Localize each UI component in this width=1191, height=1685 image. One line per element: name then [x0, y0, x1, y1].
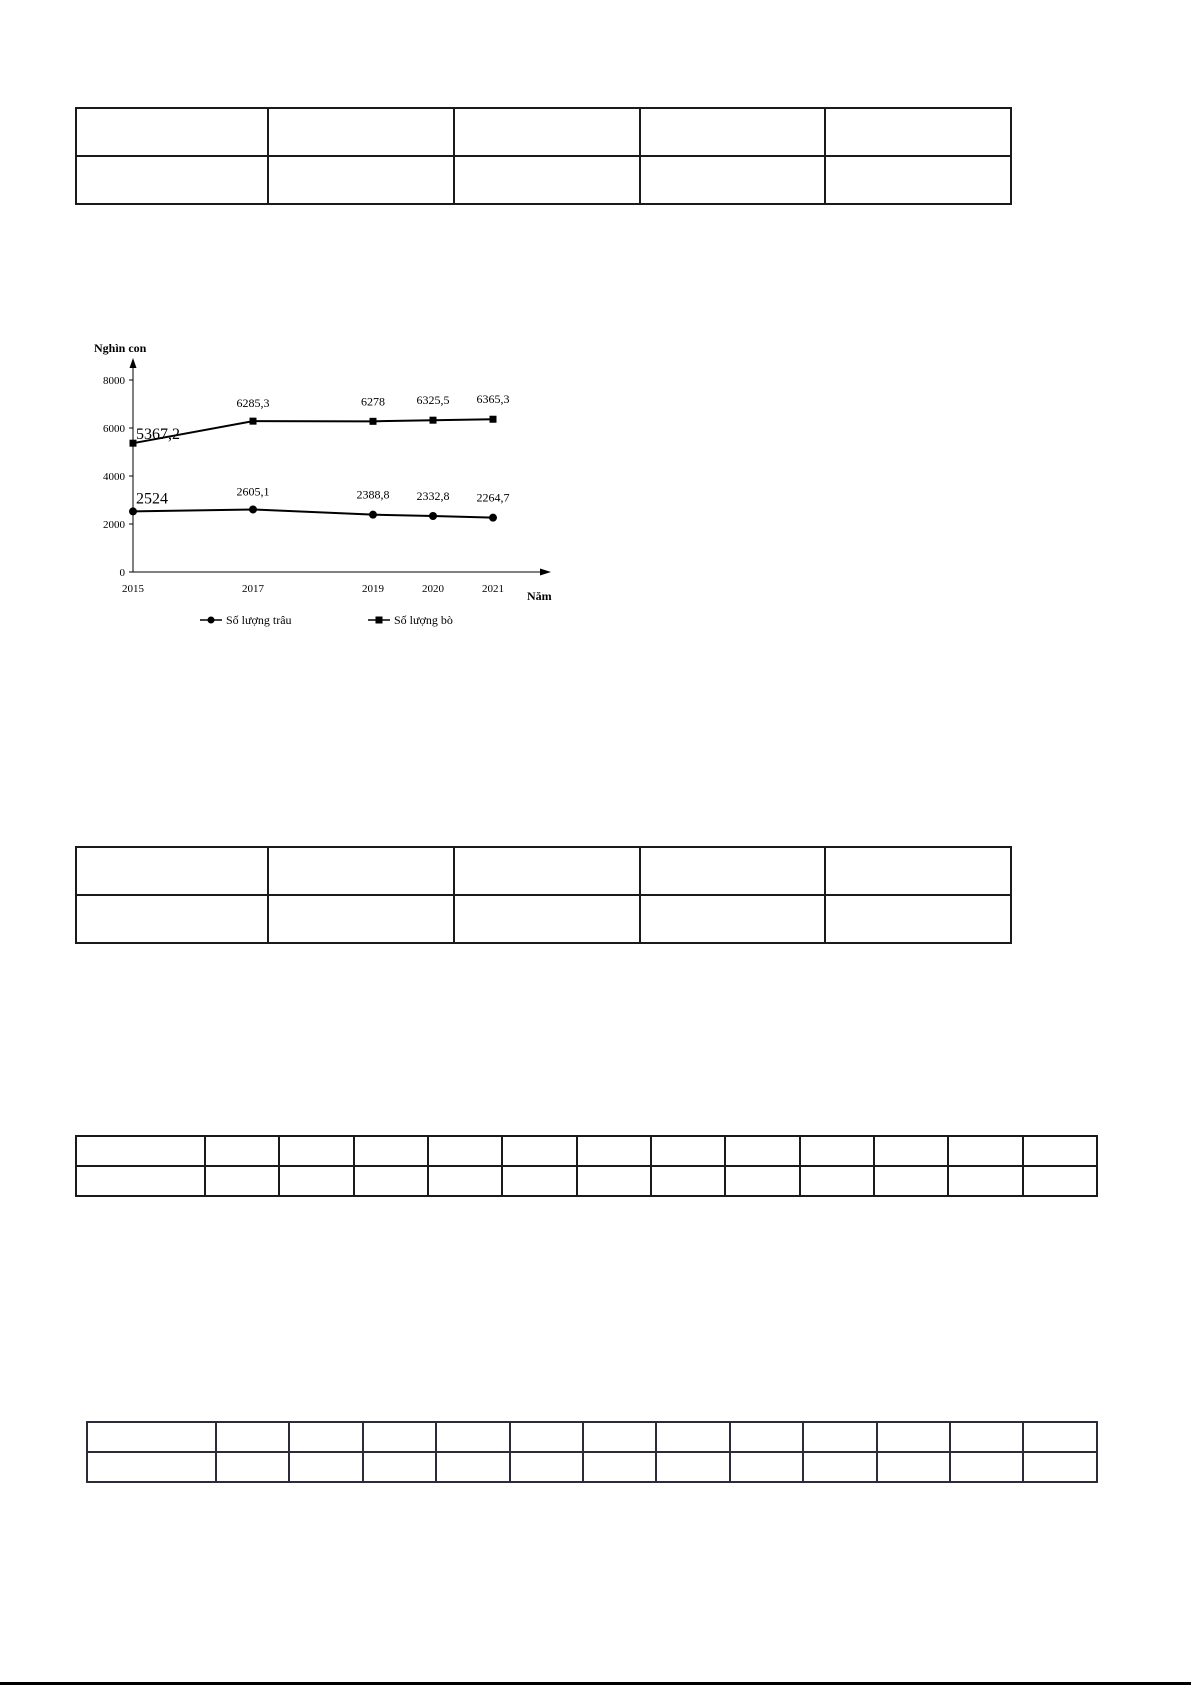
table-cell: [725, 1166, 799, 1196]
table-cell: [428, 1166, 502, 1196]
table-cell: [76, 1136, 205, 1166]
table-cell: [502, 1166, 576, 1196]
table-cell: [1023, 1422, 1097, 1452]
data-point: [369, 511, 377, 519]
table-cell: [502, 1136, 576, 1166]
y-axis-arrow: [130, 358, 137, 368]
table-cell: [454, 156, 640, 204]
table-cell: [205, 1166, 279, 1196]
table-cell: [950, 1452, 1023, 1482]
y-tick-label: 2000: [103, 519, 125, 531]
table-cell: [216, 1452, 289, 1482]
table-row: [76, 895, 1011, 943]
table-cell: [268, 156, 454, 204]
data-label: 6325,5: [416, 393, 450, 408]
x-axis-arrow: [540, 569, 551, 576]
y-tick-label: 0: [119, 567, 125, 579]
data-label: 5367,2: [136, 426, 180, 444]
table-cell: [436, 1452, 509, 1482]
data-point: [249, 505, 257, 513]
y-tick-label: 4000: [103, 471, 125, 483]
chart-axes: [94, 341, 552, 603]
table-cell: [803, 1422, 876, 1452]
data-label: 2388,8: [356, 487, 390, 502]
data-point: [129, 507, 137, 515]
table-cell: [76, 847, 268, 895]
table-cell: [268, 847, 454, 895]
table-cell: [948, 1166, 1022, 1196]
x-tick-label: 2015: [122, 583, 144, 595]
legend-label: Số lượng trâu: [226, 613, 292, 627]
table-cell: [454, 895, 640, 943]
table-cell: [279, 1136, 353, 1166]
x-tick-label: 2019: [362, 583, 384, 595]
table-cell: [76, 895, 268, 943]
table-cell: [877, 1452, 950, 1482]
table-cell: [76, 1166, 205, 1196]
answer-table-2: [75, 846, 1012, 944]
table-row: [76, 108, 1011, 156]
table-cell: [289, 1422, 362, 1452]
table-cell: [268, 895, 454, 943]
table-cell: [651, 1136, 725, 1166]
table-cell: [730, 1422, 803, 1452]
x-axis-label: Năm: [527, 589, 552, 603]
table-cell: [363, 1422, 436, 1452]
data-label: 2332,8: [416, 489, 450, 504]
table-cell: [877, 1422, 950, 1452]
x-tick-label: 2017: [242, 583, 264, 595]
data-point: [250, 418, 257, 425]
table-cell: [800, 1166, 874, 1196]
table-cell: [825, 156, 1011, 204]
table-cell: [76, 156, 268, 204]
table-cell: [510, 1422, 583, 1452]
table-cell: [730, 1452, 803, 1482]
table-cell: [825, 895, 1011, 943]
table-cell: [510, 1452, 583, 1482]
table-cell: [874, 1166, 948, 1196]
table-cell: [268, 108, 454, 156]
table-row: [76, 156, 1011, 204]
y-axis-label: Nghìn con: [94, 341, 147, 355]
x-tick-label: 2020: [422, 583, 444, 595]
table-row: [76, 1136, 1097, 1166]
chart-series: [129, 392, 510, 521]
table-cell: [583, 1452, 656, 1482]
data-point: [489, 514, 497, 522]
table-row: [87, 1422, 1097, 1452]
table-cell: [800, 1136, 874, 1166]
table-cell: [825, 847, 1011, 895]
answer-table-1: [75, 107, 1012, 205]
table-row: [76, 847, 1011, 895]
table-cell: [950, 1422, 1023, 1452]
table-cell: [205, 1136, 279, 1166]
series-line: [133, 509, 493, 517]
table-cell: [583, 1422, 656, 1452]
line-chart: [94, 330, 570, 640]
table-row: [87, 1452, 1097, 1482]
table-cell: [279, 1166, 353, 1196]
table-cell: [454, 108, 640, 156]
table-cell: [656, 1422, 729, 1452]
table-cell: [216, 1422, 289, 1452]
data-point: [429, 512, 437, 520]
x-tick-label: 2021: [482, 583, 504, 595]
data-point: [370, 418, 377, 425]
data-label: 2524: [136, 490, 168, 508]
table-cell: [948, 1136, 1022, 1166]
data-label: 6285,3: [236, 396, 270, 411]
data-label: 2264,7: [476, 490, 510, 505]
table-cell: [640, 156, 826, 204]
answer-table-3: [75, 1135, 1098, 1197]
table-cell: [640, 895, 826, 943]
table-cell: [825, 108, 1011, 156]
data-point: [490, 416, 497, 423]
y-tick-label: 8000: [103, 375, 125, 387]
legend-label: Số lượng bò: [394, 613, 453, 627]
table-cell: [87, 1452, 216, 1482]
data-label: 6365,3: [476, 392, 510, 407]
table-cell: [651, 1166, 725, 1196]
table-cell: [436, 1422, 509, 1452]
table-cell: [354, 1166, 428, 1196]
table-cell: [363, 1452, 436, 1482]
table-cell: [1023, 1166, 1097, 1196]
legend-marker: [376, 617, 383, 624]
table-cell: [1023, 1136, 1097, 1166]
chart-legend: [200, 613, 453, 627]
table-cell: [87, 1422, 216, 1452]
table-cell: [76, 108, 268, 156]
answer-table-4: [86, 1421, 1098, 1483]
table-cell: [640, 108, 826, 156]
data-label: 6278: [361, 394, 385, 409]
table-cell: [577, 1166, 651, 1196]
data-point: [430, 417, 437, 424]
table-cell: [1023, 1452, 1097, 1482]
table-cell: [454, 847, 640, 895]
table-cell: [577, 1136, 651, 1166]
series-line: [133, 419, 493, 443]
data-label: 2605,1: [236, 484, 270, 499]
table-row: [76, 1166, 1097, 1196]
table-cell: [428, 1136, 502, 1166]
table-cell: [874, 1136, 948, 1166]
table-cell: [289, 1452, 362, 1482]
table-cell: [803, 1452, 876, 1482]
y-tick-label: 6000: [103, 423, 125, 435]
table-cell: [354, 1136, 428, 1166]
legend-marker: [208, 617, 215, 624]
table-cell: [656, 1452, 729, 1482]
table-cell: [640, 847, 826, 895]
table-cell: [725, 1136, 799, 1166]
